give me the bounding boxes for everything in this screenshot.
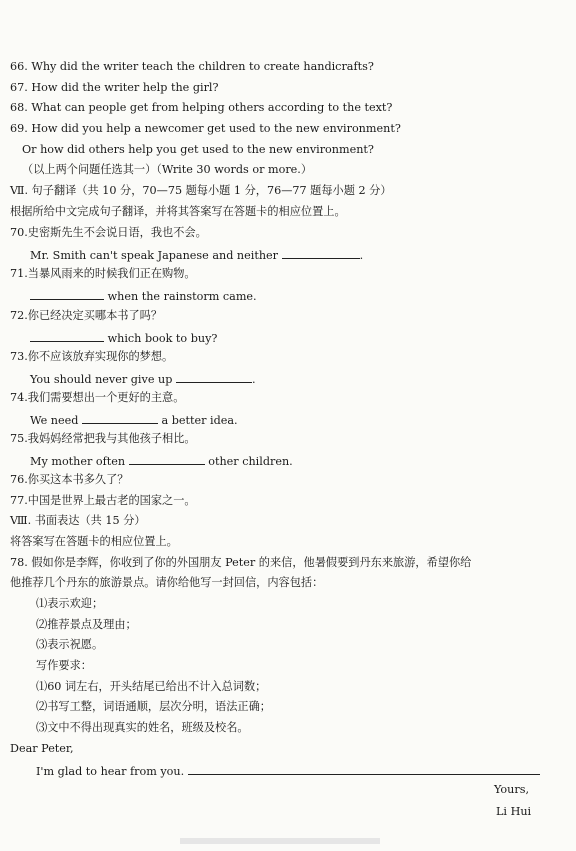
question-71-english (30, 288, 257, 304)
answer-blank-71[interactable] (30, 288, 104, 300)
question-70-text: Mr. Smith can't speak Japanese and neither (30, 249, 278, 262)
question-76-chinese: 76.你买这本书多久了？ (10, 473, 129, 486)
question-74-chinese: 74.我们需要想出一个更好的主意。 (10, 391, 185, 404)
question-74-text-a: We need (30, 414, 79, 427)
question-75-english (30, 453, 293, 469)
requirement-1: ⑴60 词左右，开头结尾已给出不计入总词数； (36, 680, 267, 693)
content-item-2: ⑵推荐景点及理由； (36, 618, 137, 631)
question-72-text: which book to buy? (107, 332, 218, 345)
answer-blank-74[interactable] (82, 412, 158, 424)
question-74-text-b: a better idea. (161, 414, 238, 427)
question-70-chinese: 70.史密斯先生不会说日语，我也不会。 (10, 226, 207, 239)
question-72-chinese: 72.你已经决定买哪本书了吗？ (10, 309, 163, 322)
question-73-text: You should never give up (30, 373, 173, 386)
question-78-line-1: 78. 假如你是李辉，你收到了你的外国朋友 Peter 的来信，他暑假要到丹东来旅游，希望你给 (10, 556, 472, 569)
writing-blank[interactable] (188, 763, 540, 775)
content-item-3: ⑶表示祝愿。 (36, 638, 104, 651)
question-67: 67. How did the writer help the girl? (10, 81, 219, 94)
section-7-instruction: 根据所给中文完成句子翻译，并将其答案写在答题卡的相应位置上。 (10, 205, 346, 218)
section-7-heading: Ⅶ. 句子翻译（共 10 分，70—75 题每小题 1 分，76—77 题每小题 2 分） (10, 184, 392, 197)
question-69: 69. How did you help a newcomer get used to the new environment? (10, 122, 401, 135)
footer-smudge (180, 838, 380, 844)
question-66: 66. Why did the writer teach the children to create handicrafts? (10, 60, 374, 73)
question-73-english (30, 371, 256, 387)
question-68: 68. What can people get from helping others according to the text? (10, 101, 393, 114)
letter-greeting: Dear Peter, (10, 742, 74, 755)
content-item-1: ⑴表示欢迎； (36, 597, 104, 610)
question-78-line-2: 他推荐几个丹东的旅游景点。请你给他写一封回信，内容包括： (10, 576, 324, 589)
requirement-2: ⑵书写工整，词语通顺，层次分明，语法正确； (36, 700, 271, 713)
question-72-english (30, 330, 217, 346)
answer-blank-75[interactable] (129, 453, 205, 465)
requirement-3: ⑶文中不得出现真实的姓名，班级及校名。 (36, 721, 249, 734)
answer-blank-73[interactable] (176, 371, 252, 383)
letter-signature: Li Hui (496, 805, 532, 818)
letter-opening (36, 763, 540, 779)
question-71-text: when the rainstorm came. (107, 290, 257, 303)
letter-opening-text: I'm glad to hear from you. (36, 765, 185, 778)
letter-closing: Yours, (494, 783, 529, 796)
requirements-title: 写作要求： (36, 659, 92, 672)
question-75-text-a: My mother often (30, 455, 126, 468)
question-77-chinese: 77.中国是世界上最古老的国家之一。 (10, 494, 196, 507)
section-8-heading: Ⅷ. 书面表达（共 15 分） (10, 514, 146, 527)
question-69-alt: Or how did others help you get used to the new environment? (22, 143, 374, 156)
question-73-period: . (251, 373, 256, 386)
question-73-chinese: 73.你不应该放弃实现你的梦想。 (10, 350, 174, 363)
question-74-english (30, 412, 238, 428)
choose-note: （以上两个问题任选其一）（Write 30 words or more.） (22, 163, 313, 176)
section-8-instruction: 将答案写在答题卡的相应位置上。 (10, 535, 178, 548)
question-75-chinese: 75.我妈妈经常把我与其他孩子相比。 (10, 432, 196, 445)
answer-blank-72[interactable] (30, 330, 104, 342)
question-75-text-b: other children. (208, 455, 293, 468)
question-70-period: . (359, 249, 364, 262)
question-71-chinese: 71.当暴风雨来的时候我们正在购物。 (10, 267, 196, 280)
question-70-english (30, 247, 363, 263)
answer-blank-70[interactable] (282, 247, 360, 259)
